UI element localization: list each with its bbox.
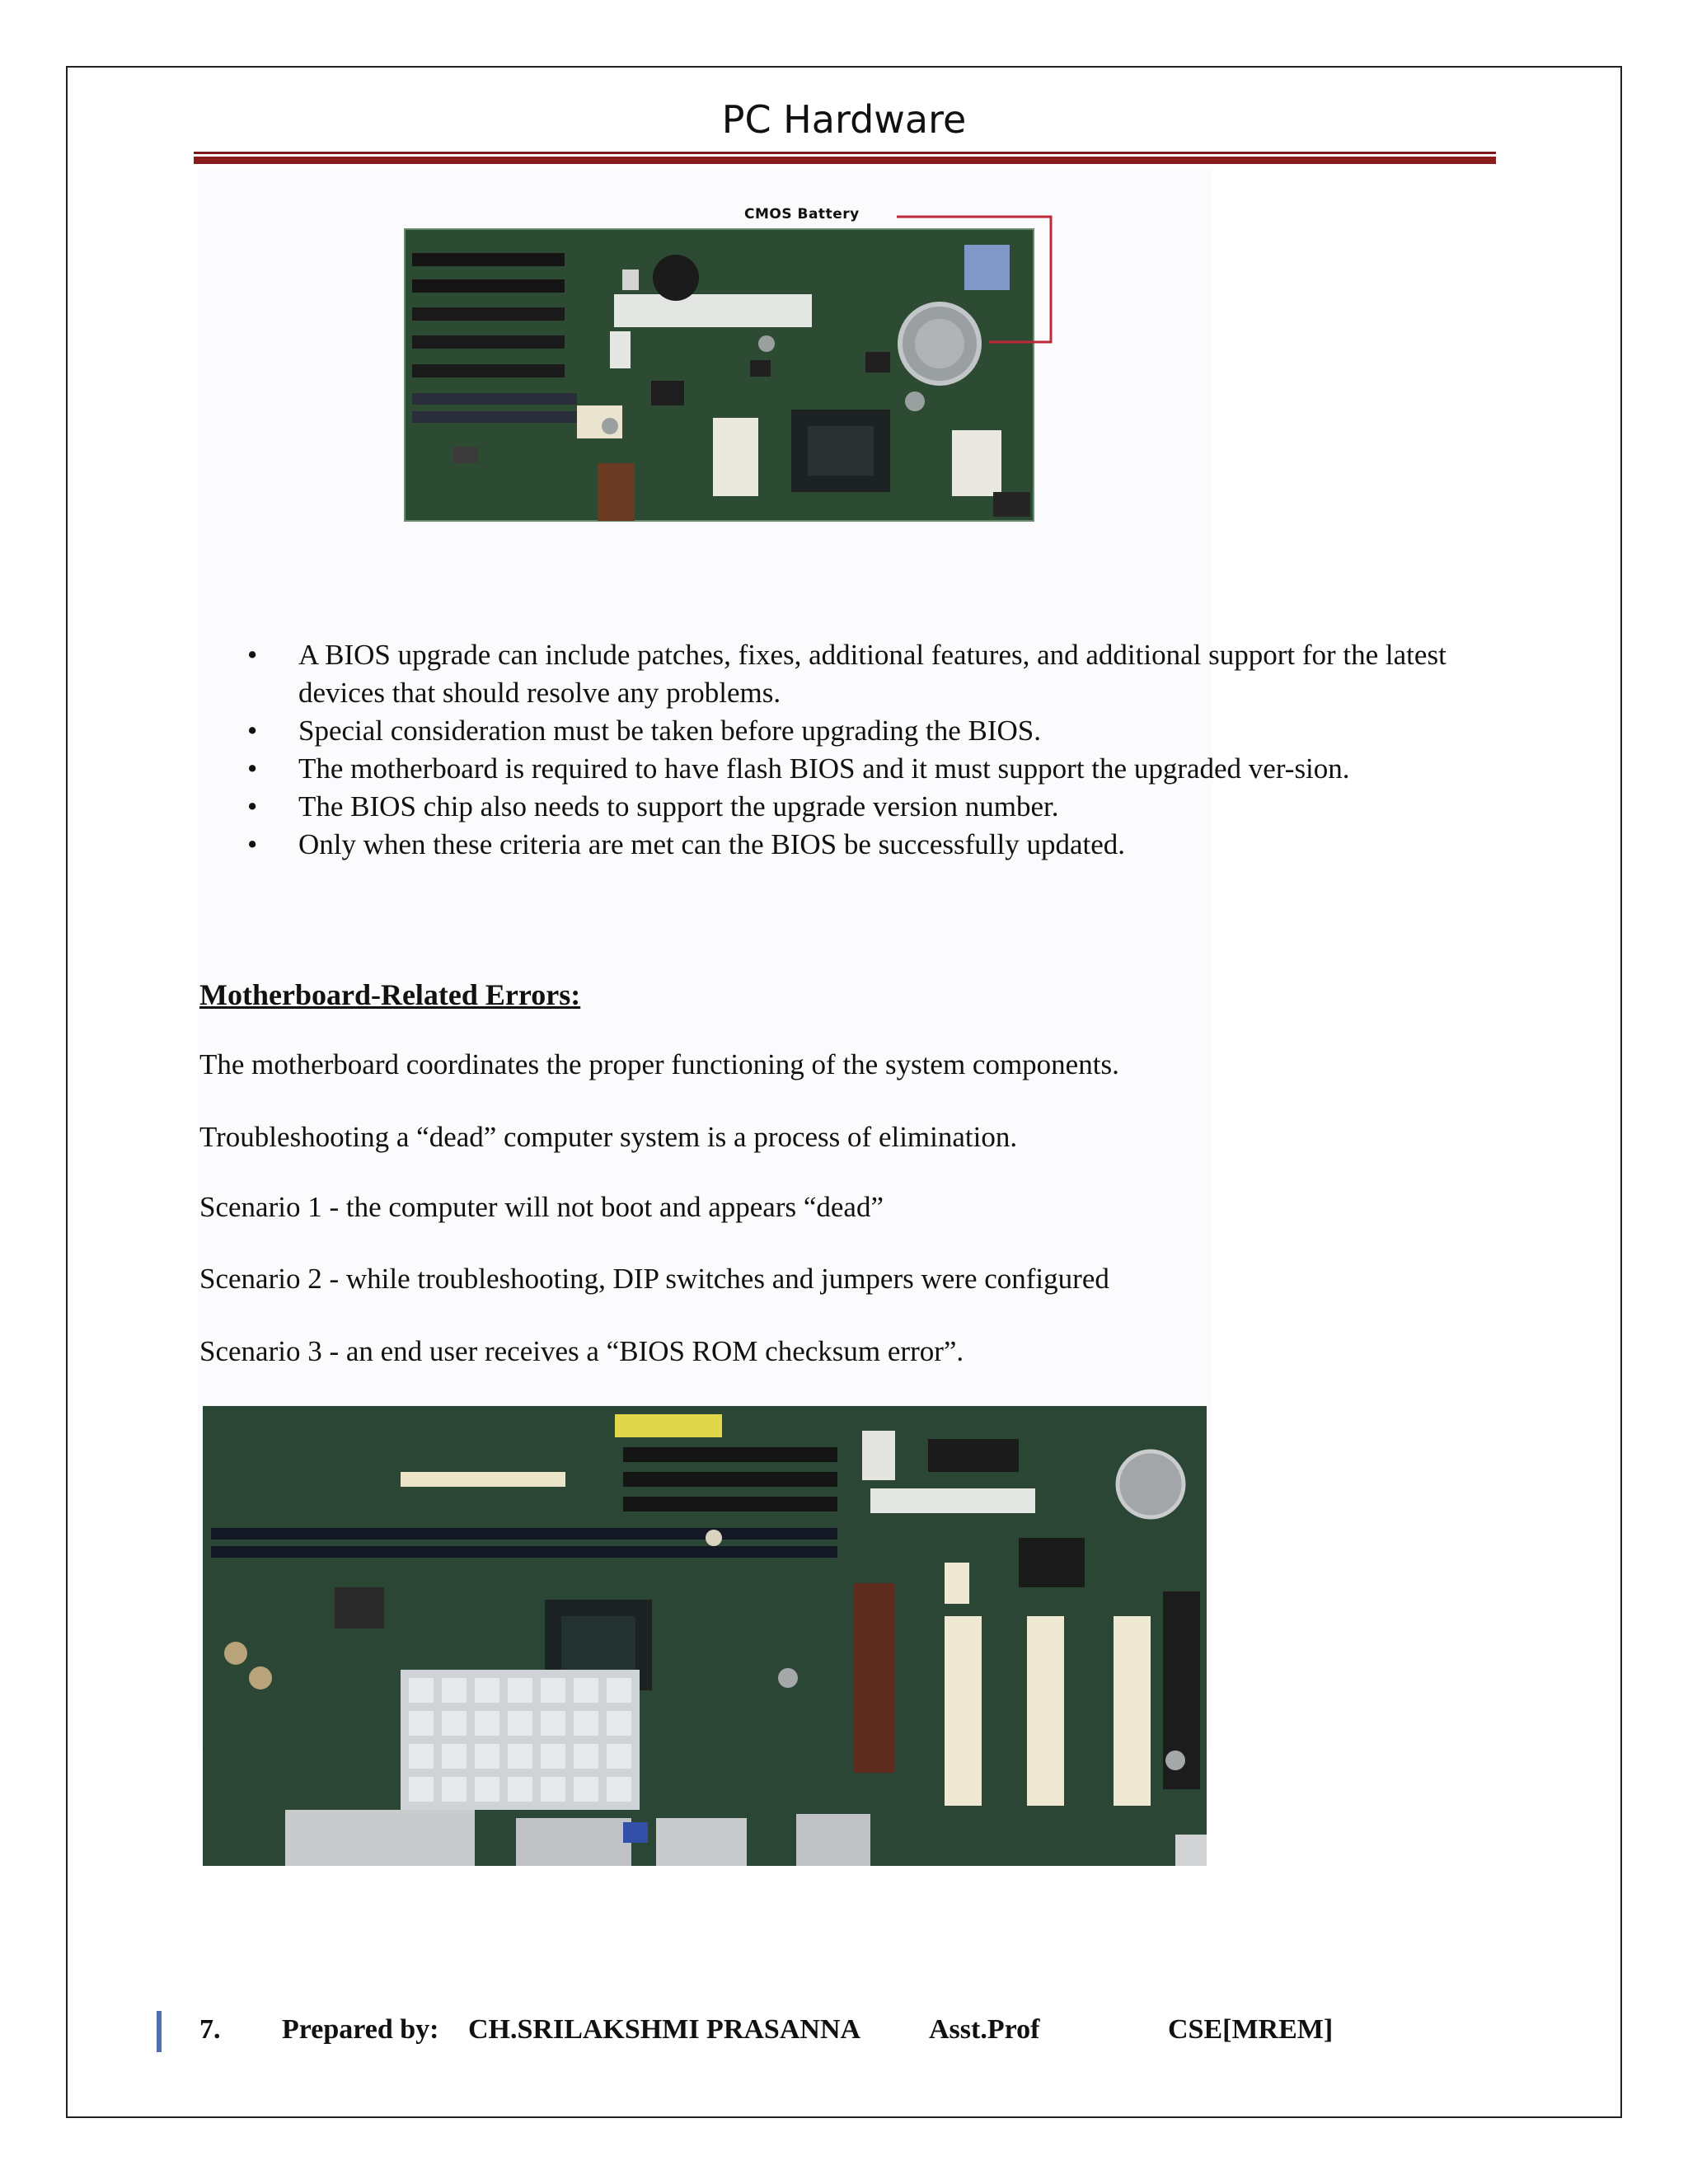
paragraph: The motherboard coordinates the proper functioning of the system components. (199, 1048, 1119, 1080)
list-item: • A BIOS upgrade can include patches, fixes, additional features, and additional support for the latest devices that should resolve any problems. (247, 636, 1451, 712)
section-heading: Motherboard-Related Errors: (199, 978, 581, 1011)
paragraph: Scenario 1 - the computer will not boot and appears “dead” (199, 1191, 884, 1223)
page-number: 7. (199, 2014, 221, 2045)
page-header-title: PC Hardware (721, 97, 967, 142)
paragraph: Troubleshooting a “dead” computer system is a process of elimination. (199, 1121, 1018, 1153)
bullet-marker: • (247, 790, 258, 823)
bullet-marker: • (247, 752, 258, 785)
page-footer (157, 2008, 1558, 2057)
author-name: CH.SRILAKSHMI PRASANNA (468, 2014, 861, 2045)
cmos-battery-label: CMOS Battery (744, 206, 860, 223)
paragraph: Scenario 2 - while troubleshooting, DIP switches and jumpers were configured (199, 1263, 1109, 1295)
list-item: • The motherboard is required to have flash BIOS and it must support the upgraded ver-sion. (247, 750, 1451, 788)
list-item: • Only when these criteria are met can the BIOS be successfully updated. (247, 826, 1451, 864)
bullet-marker: • (247, 715, 258, 747)
department: CSE[MREM] (1168, 2014, 1334, 2045)
footer-accent-bar (157, 2011, 162, 2052)
author-designation: Asst.Prof (929, 2014, 1040, 2045)
bullet-marker: • (247, 639, 258, 671)
bullet-marker: • (247, 828, 258, 860)
list-item: • Special consideration must be taken before upgrading the BIOS. (247, 712, 1451, 750)
paragraph: Scenario 3 - an end user receives a “BIOS ROM checksum error”. (199, 1335, 964, 1367)
list-item: • The BIOS chip also needs to support the upgrade version number. (247, 788, 1451, 826)
prepared-by-label: Prepared by: (282, 2014, 439, 2045)
motherboard-image (203, 1406, 1207, 1866)
bios-upgrade-bullet-list (247, 636, 1451, 864)
